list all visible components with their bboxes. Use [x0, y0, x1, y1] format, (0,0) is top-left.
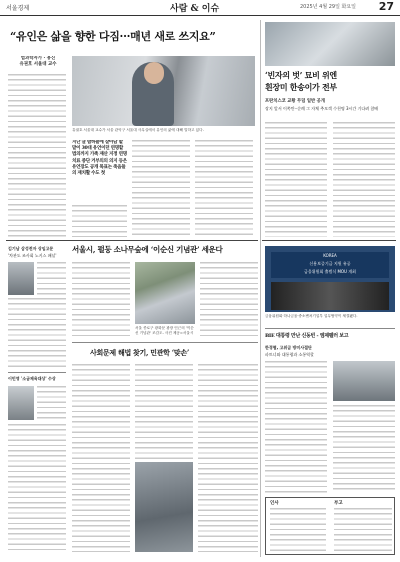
right-lower-kicker-1: 한경협, 고위급 방미사절단: [265, 345, 312, 350]
right-top-subkicker: 장지 앞서 이쪽만··순례 그 자체 추모객 수천명 3시간 기다려 참배: [265, 106, 379, 111]
right-top-kicker: 프란치스코 교황 무덤 일반 공개: [265, 99, 325, 104]
center-column-1: [72, 262, 130, 337]
banner-line-2: 신용보증기금 지원 유공: [309, 261, 351, 266]
lead-photo: [72, 56, 255, 126]
lead-photo-caption: 유권호 서울대 교수가 서울 관악구 서울대 사무실에서 유인의 삶에 대해 말하고 있다.: [72, 128, 204, 132]
interview-name: 유권호 서울대 교수: [19, 62, 57, 67]
column-divider: [260, 20, 261, 557]
center-bottom-column-3: [198, 364, 258, 552]
lead-column-3: [195, 140, 253, 237]
personnel-list: [270, 508, 326, 552]
profile-2-kicker: 이민영 '소금제육대상' 수상: [8, 376, 56, 381]
right-lower-column-2: [333, 405, 395, 493]
center-bottom-column-1: [72, 364, 130, 552]
personnel-box: [265, 497, 395, 555]
profile-1-text-a: [37, 262, 66, 295]
profile-2-text-b: [8, 424, 66, 552]
profile-divider: [8, 372, 66, 373]
right-lower-headline: BIE 대통령 만난 신동빈 - 엠제펠러 보고: [265, 333, 349, 339]
right-top-headline-2: 흰장미 한송이가 전부: [265, 82, 337, 92]
obituary-label: 부고: [334, 501, 343, 506]
profile-1-text-b: [8, 298, 66, 368]
center-bottom-column-2: [135, 364, 193, 459]
center-bottom-headline: 사회문제 해법 찾기, 민관학 ‘맞손’: [90, 348, 189, 357]
right-top-photo: [265, 22, 395, 66]
banner-line-1: KOREA: [323, 253, 337, 258]
profile-2-text-a: [37, 386, 66, 420]
right-lower-column-1: [265, 361, 327, 493]
center-bottom-photo: [135, 462, 193, 552]
right-mid-caption: 금융위원회·하나금융·중소벤처기업부 업무협약이 체결됐다.: [265, 314, 358, 318]
page-number: 27: [378, 0, 394, 13]
profile-1-photo: [8, 262, 34, 295]
right-top-column-2: [333, 122, 395, 237]
profile-1-title: '차관도 조사회 노키스 패널': [8, 253, 57, 258]
right-lower-photo: [333, 361, 395, 401]
obituary-list: [334, 508, 392, 552]
interview-box: [8, 56, 68, 71]
center-headline: 서울시, 펄둥 소나무숲에 ‘이순신 기념관’ 세운다: [72, 245, 223, 254]
center-divider: [72, 342, 258, 343]
lead-headline: “유인은 삶을 향한 다짐···매년 새로 쓰지요”: [10, 30, 216, 43]
lead-column-2b: [72, 205, 127, 237]
right-mid-divider: [265, 328, 395, 329]
page-header: [0, 0, 400, 16]
interview-title: 법과학자가 · 용신: [20, 56, 56, 61]
divider-mid-left: [6, 240, 258, 241]
newspaper-name: 서울경제: [6, 5, 30, 12]
right-mid-photo: [265, 246, 395, 312]
right-top-column-1: [265, 122, 327, 237]
section-title: 사람 & 이슈: [170, 4, 220, 14]
person-face: [144, 62, 164, 84]
personnel-label: 인사: [270, 501, 279, 506]
lead-column-1: [8, 74, 66, 237]
issue-date: 2025년 4월 29일 화요일: [300, 4, 357, 10]
banner-line-3: 금융위원회 출범식 MOU 개최: [304, 269, 356, 274]
right-top-headline-1: ‘빈자의 벗’ 묘비 위엔: [265, 70, 337, 80]
center-photo: [135, 262, 195, 324]
lead-column-2: [132, 140, 190, 237]
right-lower-kicker-2: 파트너와 대통령과 소통역할: [265, 352, 314, 357]
center-column-3: [200, 262, 258, 337]
divider-mid-right: [262, 240, 396, 241]
lead-pullquote: 지난 글 밤하늘에 살아남 할 말이 30대 유언이던 연명할 법의까지 가족 재산 지정 연명치료 중단 거부의의 의지 등은 유언장도 공개 목표는 죽음들의 재치활 수도 첫: [72, 140, 127, 177]
profile-2-photo: [8, 386, 34, 420]
people-row: [271, 282, 389, 310]
profile-1-kicker: 김기남 삼성전자 상임고문: [8, 246, 54, 251]
banner: [271, 252, 389, 278]
center-photo-caption: 서울 종로구 광화문 광장 인근의 '이순신 기념관' 조감도. 사진 제공=서울시: [135, 326, 194, 335]
